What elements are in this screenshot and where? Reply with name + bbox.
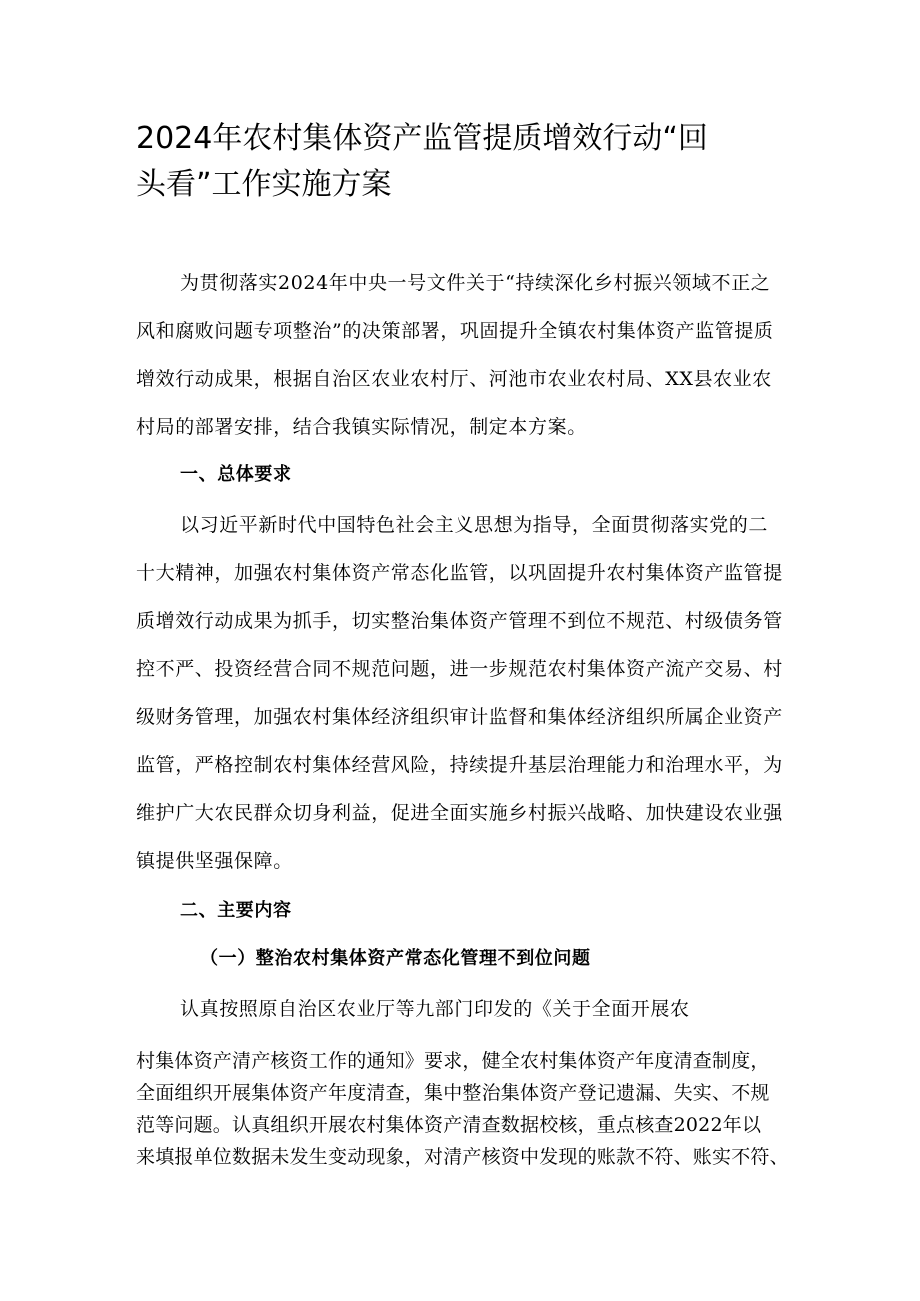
subsection1-line-2: 全面组织开展集体资产年度清查，集中整治集体资产登记遗漏、失实、不规: [136, 1082, 770, 1104]
section1-line-1: 以习近平新时代中国特色社会主义思想为指导，全面贯彻落实党的二: [180, 514, 769, 536]
document-title: [136, 116, 796, 208]
section1-line-5: 级财务管理，加强农村集体经济组织审计监督和集体经济组织所属企业资产: [136, 706, 783, 728]
subsection1-line-1: 村集体资产清产核资工作的通知》要求，健全农村集体资产年度清查制度，: [136, 1050, 770, 1072]
intro-line-2: 风和腐败问题专项整治”的决策部署，巩固提升全镇农村集体资产监管提质: [136, 320, 774, 342]
subsection-heading-1: （一）整治农村集体资产常态化管理不到位问题: [200, 948, 591, 969]
section1-line-3: 质增效行动成果为抓手，切实整治集体资产管理不到位不规范、村级债务管: [136, 610, 783, 632]
intro-line-3: 增效行动成果，根据自治区农业农村厅、河池市农业农村局、XX县农业农: [136, 368, 772, 390]
intro-line-4: 村局的部署安排，结合我镇实际情况，制定本方案。: [136, 416, 587, 438]
section-heading-general-requirements: 一、总体要求: [180, 464, 292, 485]
title-line-2: 头看”工作实施方案: [136, 167, 392, 202]
subsection1-line-3: 范等问题。认真组织开展农村集体资产清查数据校核，重点核查2022年以: [136, 1114, 762, 1136]
section1-line-7: 维护广大农民群众切身利益，促进全面实施乡村振兴战略、加快建设农业强: [136, 802, 783, 824]
intro-line-1: 为贯彻落实2024年中央一号文件关于“持续深化乡村振兴领域不正之: [180, 272, 771, 294]
section1-line-2: 十大精神，加强农村集体资产常态化监管，以巩固提升农村集体资产监管提: [136, 562, 783, 584]
section-heading-main-content: 二、主要内容: [180, 900, 292, 921]
section1-line-6: 监管，严格控制农村集体经营风险，持续提升基层治理能力和治理水平，为: [136, 754, 783, 776]
title-line-1: 2024年农村集体资产监管提质增效行动“回: [136, 121, 708, 156]
section1-line-8: 镇提供坚强保障。: [136, 850, 293, 872]
subsection1-line-4: 来填报单位数据未发生变动现象，对清产核资中发现的账款不符、账实不符、: [136, 1146, 789, 1168]
section1-line-4: 控不严、投资经营合同不规范问题，进一步规范农村集体资产流产交易、村: [136, 658, 783, 680]
subsection1-first-line: 认真按照原自治区农业厅等九部门印发的《关于全面开展农: [180, 998, 690, 1020]
